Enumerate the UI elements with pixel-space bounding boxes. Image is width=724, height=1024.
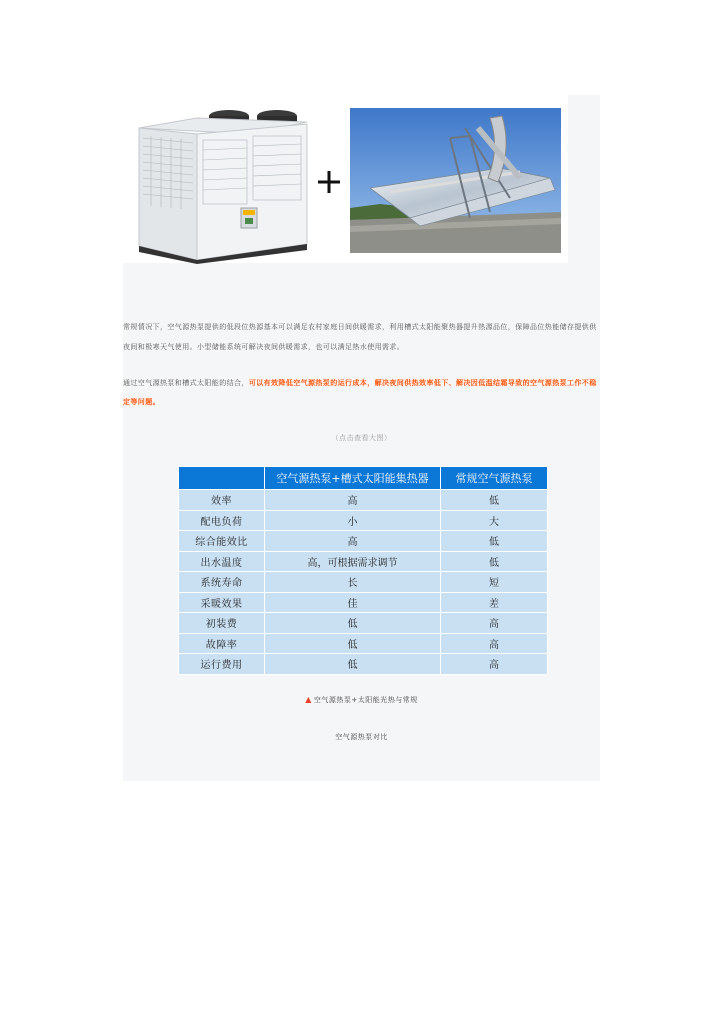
table-cell: 小 [265, 510, 441, 531]
table-cell: 低 [441, 490, 548, 511]
comparison-table [178, 466, 548, 675]
table-row [179, 510, 548, 531]
table-row [179, 531, 548, 552]
figure-caption-text: 空气源热泵+太阳能光热与常规 [313, 696, 418, 704]
table-row [179, 572, 548, 593]
solar-collector-image[interactable] [350, 108, 561, 253]
paragraph-1-line-1: 常规情况下，空气源热泵提供的低段位热源基本可以满足农村家庭日间供暖需求，利用槽式太阳能聚热器提升热源品位，保障品位热能储存提供供 [123, 323, 597, 331]
table-cell: 大 [441, 510, 548, 531]
row-label: 综合能效比 [179, 531, 265, 552]
row-label: 故障率 [179, 633, 265, 654]
table-cell: 高 [265, 531, 441, 552]
row-label: 采暖效果 [179, 592, 265, 613]
row-label: 出水温度 [179, 551, 265, 572]
row-label: 系统寿命 [179, 572, 265, 593]
table-cell: 高 [441, 613, 548, 634]
table-header-row [179, 467, 548, 490]
table-header-cell: 常规空气源热泵 [441, 467, 548, 490]
row-label: 配电负荷 [179, 510, 265, 531]
plus-icon [315, 168, 343, 196]
table-cell: 低 [441, 531, 548, 552]
table-cell: 低 [441, 551, 548, 572]
table-cell: 高 [441, 633, 548, 654]
paragraph-1-line-2: 夜间和极寒天气使用。小型储能系统可解决夜间供暖需求，也可以满足热水使用需求。 [123, 343, 405, 351]
table-cell: 低 [265, 633, 441, 654]
table-row [179, 633, 548, 654]
triangle-icon: ▲ [305, 695, 312, 704]
row-label: 效率 [179, 490, 265, 511]
row-label: 初装费 [179, 613, 265, 634]
row-label: 运行费用 [179, 654, 265, 675]
click-to-enlarge-caption[interactable]: （点击查看大图） [331, 434, 392, 442]
table-cell: 短 [441, 572, 548, 593]
table-cell: 高 [441, 654, 548, 675]
table-row [179, 592, 548, 613]
paragraph-2-intro: 通过空气源热泵和槽式太阳能的结合， [123, 379, 249, 387]
paragraph-2-line-1 [123, 378, 600, 388]
table-cell: 高 [265, 490, 441, 511]
table-row [179, 551, 548, 572]
table-cell: 长 [265, 572, 441, 593]
figure-caption [123, 695, 600, 705]
table-row [179, 613, 548, 634]
table-header-cell: 空气源热泵+槽式太阳能集热器 [265, 467, 441, 490]
table-cell: 低 [265, 654, 441, 675]
paragraph-2-highlight: 可以有效降低空气源热泵的运行成本，解决夜间供热效率低下、解决因低温结霜导致的空气源热泵工作不稳 [248, 379, 597, 387]
heat-pump-image[interactable] [137, 108, 309, 264]
table-cell: 差 [441, 592, 548, 613]
table-cell: 低 [265, 613, 441, 634]
table-row [179, 490, 548, 511]
table-cell: 佳 [265, 592, 441, 613]
sub-caption: 空气源热泵对比 [335, 733, 388, 741]
table-header-cell [179, 467, 265, 490]
table-cell: 高，可根据需求调节 [265, 551, 441, 572]
table-row [179, 654, 548, 675]
paragraph-2-line-2: 定等问题。 [123, 398, 160, 406]
